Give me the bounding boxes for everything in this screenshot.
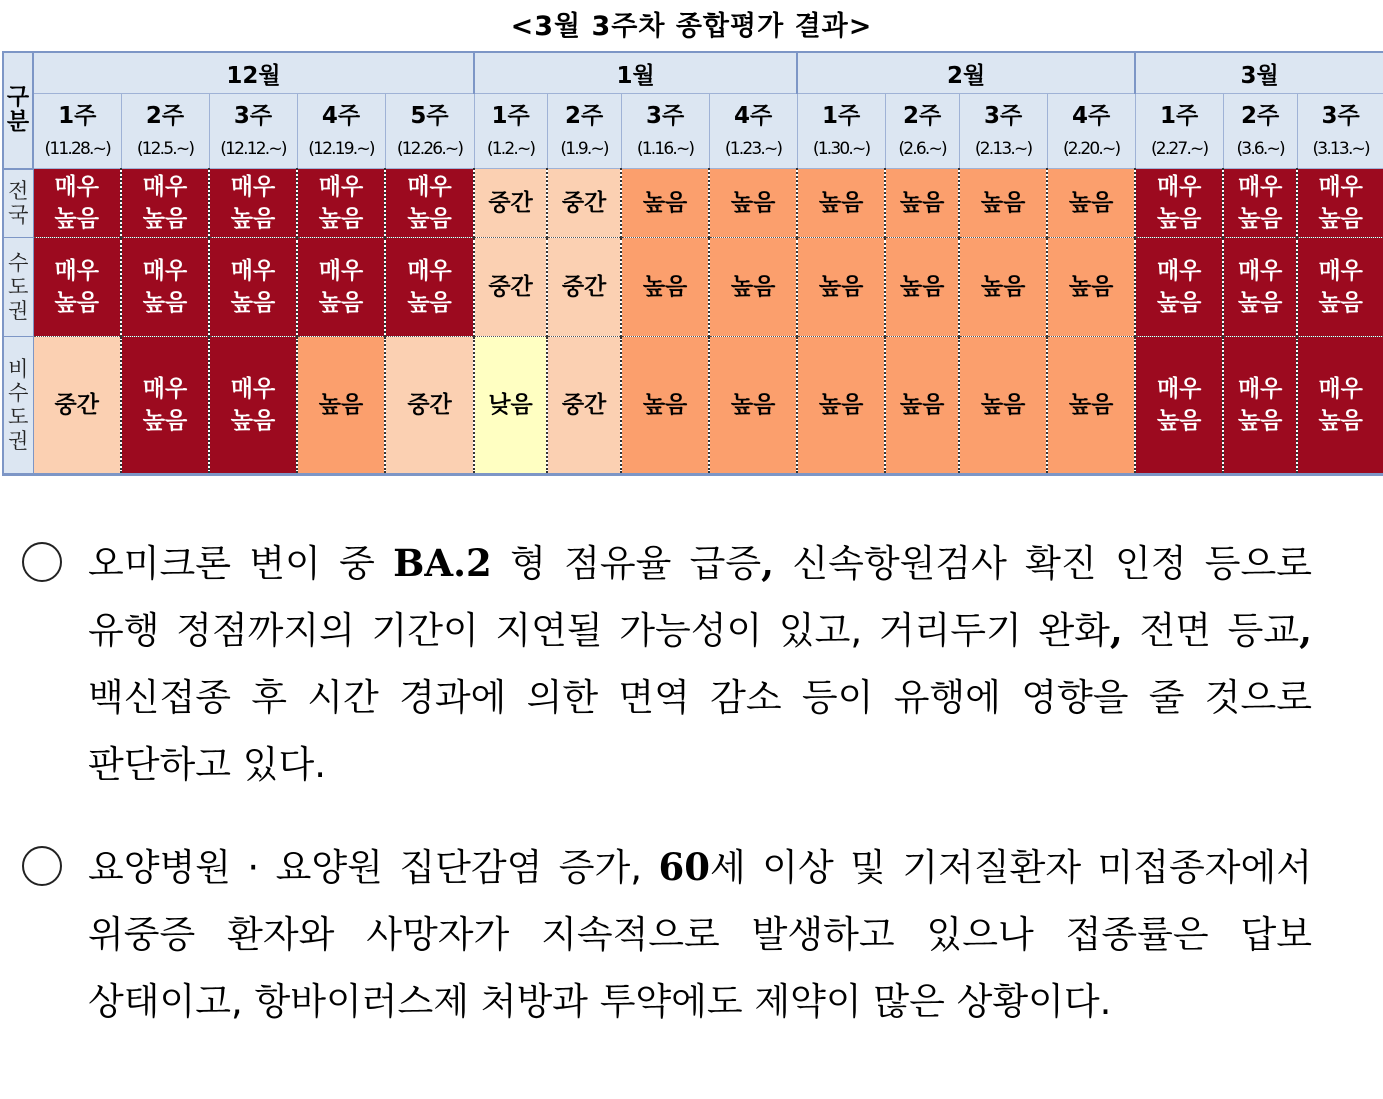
week-number: 2주: [902, 103, 942, 129]
week-start-date: (12.26.~): [396, 139, 463, 159]
risk-level-text: 매우: [230, 376, 276, 402]
paragraph-text: 형 점유율 급증: [491, 542, 762, 585]
page-title: <3월 3주차 종합평가 결과>: [510, 11, 873, 42]
assessment-table: [2, 51, 1383, 476]
month-header: 1월: [474, 52, 797, 94]
region-label-char: 전: [8, 179, 29, 204]
week-start-date: (12.12.~): [220, 139, 286, 159]
risk-level-cell: [1223, 238, 1297, 337]
week-number: 4주: [733, 103, 773, 129]
risk-level-cell: [1135, 337, 1223, 475]
risk-level-text: 높음: [142, 206, 188, 232]
risk-level-text: 높음: [230, 290, 276, 316]
risk-level-cell: [209, 169, 297, 238]
week-number: 4주: [321, 103, 361, 129]
risk-level-cell: [547, 238, 621, 337]
week-header: [547, 94, 621, 169]
risk-level-cell: [959, 169, 1047, 238]
week-header: [209, 94, 297, 169]
risk-level-cell: [297, 169, 385, 238]
assessment-table-body: [3, 169, 1383, 475]
week-header-row: [3, 94, 1383, 169]
week-start-date: (2.20.~): [1062, 139, 1120, 159]
risk-level-text: 높음: [1068, 190, 1114, 216]
emphasis-text: 60: [658, 845, 710, 889]
week-header: [33, 94, 121, 169]
bullet-paragraph: [22, 834, 1312, 1035]
risk-level-text: 높음: [230, 206, 276, 232]
week-start-date: (3.13.~): [1312, 139, 1369, 159]
region-row: [3, 337, 1383, 475]
risk-level-text: 높음: [1068, 392, 1114, 418]
risk-level-cell: [121, 238, 209, 337]
risk-level-cell: [709, 337, 797, 475]
analysis-paragraphs: [22, 530, 1312, 1035]
risk-level-text: 높음: [407, 206, 452, 232]
region-label-char: 권: [8, 299, 29, 323]
risk-level-text: 중간: [561, 392, 607, 418]
risk-level-text: 높음: [1156, 206, 1202, 232]
emphasis-text: ,: [1109, 608, 1123, 652]
risk-level-text: 높음: [899, 190, 945, 216]
risk-level-cell: [474, 169, 547, 238]
risk-level-text: 매우: [142, 258, 188, 284]
week-number: 2주: [564, 103, 604, 129]
region-label: [3, 238, 33, 337]
risk-level-text: 매우: [230, 258, 276, 284]
week-header: [1297, 94, 1383, 169]
risk-level-text: 높음: [1156, 408, 1202, 434]
paragraph-text: 요양병원 · 요양원 집단감염 증가,: [88, 846, 659, 889]
risk-level-text: 높음: [230, 408, 276, 434]
region-label-char: 수: [8, 251, 29, 275]
risk-level-text: 매우: [54, 258, 99, 284]
risk-level-cell: [797, 337, 885, 475]
risk-level-text: 매우: [1318, 258, 1363, 284]
week-number: 5주: [410, 103, 449, 129]
region-label-char: 수: [8, 381, 29, 405]
risk-level-text: 높음: [730, 190, 776, 216]
week-number: 3주: [983, 103, 1023, 129]
week-header: [297, 94, 385, 169]
risk-level-text: 높음: [980, 190, 1026, 216]
risk-level-text: 높음: [54, 290, 99, 316]
risk-level-text: 중간: [54, 392, 99, 418]
week-start-date: (2.6.~): [898, 139, 946, 159]
risk-level-text: 매우: [230, 174, 276, 200]
risk-level-text: 낮음: [488, 392, 533, 418]
risk-level-text: 매우: [407, 174, 452, 200]
risk-level-cell: [1047, 169, 1135, 238]
category-header-char: 구: [6, 84, 30, 111]
risk-level-text: 중간: [488, 190, 533, 216]
month-header: 2월: [797, 52, 1135, 94]
week-header: [1047, 94, 1135, 169]
risk-level-cell: [474, 238, 547, 337]
risk-level-text: 높음: [54, 206, 99, 232]
risk-level-text: 매우: [318, 174, 364, 200]
risk-level-text: 높음: [818, 190, 864, 216]
region-row: [3, 238, 1383, 337]
risk-level-text: 높음: [1318, 290, 1363, 316]
circle-bullet-icon: [22, 542, 62, 582]
category-header: [3, 52, 33, 169]
week-start-date: (1.9.~): [560, 139, 608, 159]
risk-level-cell: [1135, 238, 1223, 337]
risk-level-text: 높음: [642, 392, 688, 418]
week-header: [885, 94, 959, 169]
risk-level-cell: [885, 169, 959, 238]
risk-level-cell: [385, 169, 474, 238]
week-number: 3주: [1321, 103, 1360, 129]
risk-level-text: 중간: [488, 274, 533, 300]
risk-level-text: 높음: [1318, 206, 1363, 232]
risk-level-text: 높음: [642, 274, 688, 300]
category-header-char: 분: [6, 109, 30, 136]
risk-level-cell: [1223, 169, 1297, 238]
week-number: 4주: [1072, 103, 1111, 129]
risk-level-text: 매우: [407, 258, 452, 284]
risk-level-cell: [547, 169, 621, 238]
risk-level-text: 높음: [1318, 408, 1363, 434]
week-start-date: (3.6.~): [1236, 139, 1284, 159]
risk-level-text: 매우: [54, 174, 99, 200]
risk-level-cell: [209, 238, 297, 337]
week-header: [709, 94, 797, 169]
risk-level-text: 매우: [1156, 174, 1202, 200]
month-header: 12월: [33, 52, 474, 94]
week-header: [959, 94, 1047, 169]
risk-level-text: 높음: [642, 190, 688, 216]
risk-level-cell: [621, 169, 709, 238]
paragraph-text: 전면 등교: [1122, 609, 1300, 652]
week-start-date: (2.13.~): [974, 139, 1032, 159]
month-header: 3월: [1135, 52, 1383, 94]
week-start-date: (2.27.~): [1150, 139, 1208, 159]
week-header: [621, 94, 709, 169]
emphasis-text: BA.2: [393, 541, 492, 585]
risk-level-cell: [385, 337, 474, 475]
week-header: [385, 94, 474, 169]
week-header: [797, 94, 885, 169]
risk-level-cell: [474, 337, 547, 475]
risk-level-cell: [621, 238, 709, 337]
risk-level-text: 높음: [730, 392, 776, 418]
risk-level-text: 높음: [1156, 290, 1202, 316]
week-start-date: (12.5.~): [136, 139, 194, 159]
week-number: 1주: [1160, 103, 1199, 129]
week-header: [1223, 94, 1297, 169]
risk-level-text: 높음: [318, 290, 364, 316]
week-number: 3주: [645, 103, 685, 129]
risk-level-cell: [1297, 169, 1383, 238]
bullet-paragraph: [22, 530, 1312, 798]
risk-level-cell: [709, 169, 797, 238]
risk-level-cell: [385, 238, 474, 337]
risk-level-cell: [709, 238, 797, 337]
risk-level-text: 매우: [1156, 376, 1202, 402]
risk-level-text: 매우: [142, 174, 188, 200]
risk-level-cell: [297, 337, 385, 475]
risk-level-text: 높음: [980, 392, 1026, 418]
risk-level-text: 매우: [1237, 258, 1283, 284]
risk-level-cell: [1135, 169, 1223, 238]
week-header: [1135, 94, 1223, 169]
week-number: 2주: [1241, 103, 1280, 129]
risk-level-text: 매우: [318, 258, 364, 284]
risk-level-text: 높음: [980, 274, 1026, 300]
region-label-char: 도: [8, 405, 29, 429]
risk-level-cell: [797, 238, 885, 337]
risk-level-cell: [547, 337, 621, 475]
week-start-date: (1.30.~): [812, 139, 870, 159]
risk-level-cell: [797, 169, 885, 238]
region-label: [3, 169, 33, 238]
risk-level-text: 높음: [1068, 274, 1114, 300]
week-header: [121, 94, 209, 169]
circle-bullet-icon: [22, 846, 62, 886]
emphasis-text: ,: [761, 541, 775, 585]
risk-level-cell: [1297, 337, 1383, 475]
risk-level-text: 높음: [142, 408, 188, 434]
risk-level-text: 높음: [1237, 408, 1283, 434]
risk-level-text: 높음: [142, 290, 188, 316]
risk-level-cell: [1297, 238, 1383, 337]
risk-level-text: 높음: [899, 392, 945, 418]
risk-level-text: 높음: [318, 392, 364, 418]
week-start-date: (1.16.~): [636, 139, 694, 159]
week-number: 1주: [58, 103, 97, 129]
risk-level-text: 높음: [818, 392, 864, 418]
risk-level-cell: [885, 337, 959, 475]
month-header-row: [3, 52, 1383, 94]
week-start-date: (11.28.~): [44, 139, 110, 159]
risk-level-cell: [33, 169, 121, 238]
region-label: [3, 337, 33, 475]
risk-level-text: 중간: [407, 392, 452, 418]
risk-level-cell: [121, 169, 209, 238]
week-start-date: (12.19.~): [308, 139, 374, 159]
risk-level-cell: [33, 238, 121, 337]
risk-level-cell: [33, 337, 121, 475]
risk-level-text: 중간: [561, 190, 607, 216]
risk-level-text: 높음: [1237, 206, 1283, 232]
risk-level-cell: [297, 238, 385, 337]
risk-level-cell: [1047, 337, 1135, 475]
risk-level-cell: [959, 238, 1047, 337]
region-label-char: 국: [8, 203, 29, 228]
region-label-char: 도: [8, 275, 29, 299]
region-label-char: 비: [8, 357, 29, 381]
risk-level-text: 높음: [818, 274, 864, 300]
risk-level-cell: [621, 337, 709, 475]
risk-level-text: 높음: [899, 274, 945, 300]
week-number: 1주: [821, 103, 861, 129]
week-header: [474, 94, 547, 169]
paragraph-text: 신속항원검사 확진 인정 등으로 유행 정점까지의 기간이 지연될 가능성이 있고, 거리두기 완화: [88, 542, 1312, 652]
week-start-date: (1.2.~): [486, 139, 535, 159]
risk-level-cell: [209, 337, 297, 475]
risk-level-text: 높음: [407, 290, 452, 316]
risk-level-text: 중간: [561, 274, 607, 300]
risk-level-text: 매우: [1318, 376, 1363, 402]
risk-level-cell: [1047, 238, 1135, 337]
week-number: 1주: [491, 103, 530, 129]
risk-level-cell: [885, 238, 959, 337]
paragraph-text: 백신접종 후 시간 경과에 의한 면역 감소 등이 유행에 영향을 줄 것으로 판단하고 있다.: [88, 676, 1312, 786]
paragraph-text: 오미크론 변이 중: [88, 542, 394, 585]
risk-level-cell: [1223, 337, 1297, 475]
region-row: [3, 169, 1383, 238]
risk-level-text: 매우: [142, 376, 188, 402]
risk-level-cell: [121, 337, 209, 475]
risk-level-text: 매우: [1237, 376, 1283, 402]
risk-level-cell: [959, 337, 1047, 475]
risk-level-text: 매우: [1237, 174, 1283, 200]
paragraph-text: 세 이상 및 기저질환자 미접종자에서 위중증 환자와 사망자가 지속적으로 발생하고 있으나 접종률은 답보 상태이고, 항바이러스제 처방과 투약에도 제약이 많은 상황이다.: [88, 846, 1312, 1023]
emphasis-text: ,: [1299, 608, 1312, 652]
risk-level-text: 높음: [730, 274, 776, 300]
week-number: 2주: [145, 103, 185, 129]
week-start-date: (1.23.~): [724, 139, 782, 159]
risk-level-text: 매우: [1156, 258, 1202, 284]
risk-level-text: 높음: [1237, 290, 1283, 316]
risk-level-text: 매우: [1318, 174, 1363, 200]
week-number: 3주: [233, 103, 273, 129]
risk-level-text: 높음: [318, 206, 364, 232]
region-label-char: 권: [8, 429, 29, 453]
